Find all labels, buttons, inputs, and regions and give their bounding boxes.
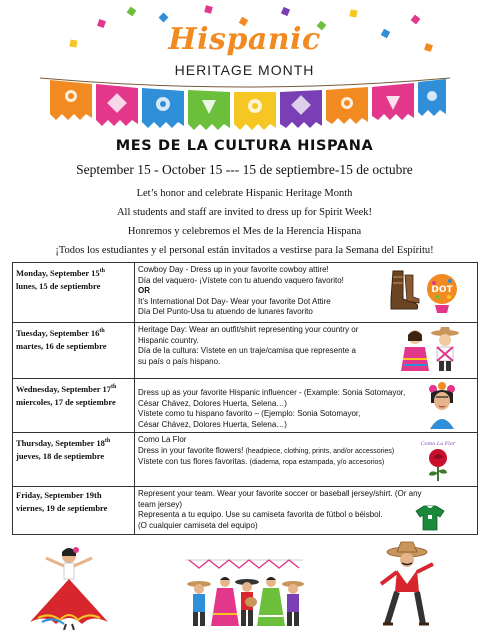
day-spanish: viernes, 19 de septiembre (16, 503, 108, 513)
activity-line (138, 457, 474, 469)
day-spanish: lunes, 15 de septiembre (16, 280, 101, 291)
activity-line: César Chávez, Dolores Huerta, Selena…) (138, 419, 287, 429)
activity-note: (diadema, ropa estampada, y/o accesorios) (249, 459, 385, 466)
activity-line: Como La Flor (138, 435, 187, 444)
activity-line: Dress up as your favorite Hispanic influencer - (Example: Sonia Sotomayor, (138, 388, 406, 397)
day-suffix: th (111, 384, 117, 390)
day-suffix: th (104, 438, 111, 444)
rose-icon (425, 447, 451, 483)
day-spanish: martes, 16 de septiembre (16, 340, 107, 351)
mariachi-band-icon (181, 556, 307, 630)
flag-blue-2 (418, 79, 446, 116)
flag-pink (96, 84, 138, 126)
frida-portrait-icon (425, 381, 459, 429)
day-cell (13, 379, 135, 433)
activity-line: Heritage Day: Wear an outfit/shirt representing your country or (138, 325, 359, 334)
date-range: September 15 - October 15 --- 15 de septiembre-15 de octubre (76, 162, 413, 177)
day-suffix: th (99, 268, 106, 274)
flag-yellow (234, 92, 276, 130)
dancing-man-icon (371, 540, 443, 630)
papel-picado-flags (0, 0, 489, 132)
activity-line: Día Del Punto-Usa tu atuendo de lunares favorito (138, 307, 313, 316)
intro-line-1: Let’s honor and celebrate Hispanic Heritage Month (136, 188, 353, 199)
activity-cell (135, 433, 478, 487)
activity-note: (headpiece, clothing, prints, and/or accessories) (245, 447, 395, 455)
page-title: MES DE LA CULTURA HISPANA (115, 138, 374, 154)
flag-green (188, 90, 230, 130)
banner-title: Hispanic (168, 22, 321, 57)
banner-subtitle: HERITAGE MONTH (174, 62, 315, 78)
flag-orange-2 (326, 87, 368, 124)
activity-cell (135, 379, 478, 433)
day-cell (13, 323, 135, 379)
activity-cell (135, 487, 478, 535)
flag-blue (142, 88, 184, 128)
flag-purple (280, 90, 322, 128)
activity-line: Vístete como tu hispano favorito – (Ejemplo: Sonia Sotomayor, (138, 409, 361, 418)
activity-line: It’s International Dot Day- Wear your favorite Dot Attire (138, 296, 331, 306)
day-english: Thursday, September 18 (16, 437, 105, 448)
flag-orange (50, 80, 92, 120)
day-suffix: th (99, 328, 105, 334)
art-caption: Como La Flor (420, 441, 456, 447)
day-english: Tuesday, September 16 (16, 327, 100, 338)
activity-or: OR (138, 286, 150, 295)
activity-line: Día del vaquero- ¡Vístete con tu atuendo vaquero favorito! (138, 275, 344, 285)
intro-line-3: Honremos y celebremos el Mes de la Herencia Hispana (127, 226, 362, 237)
intro-line-4: ¡Todos los estudiantes y el personal están invitados a vestirse para la Semana del Espíritu! (55, 245, 434, 256)
day-cell (13, 263, 135, 323)
soccer-jersey-icon (415, 505, 445, 531)
day-english: Wednesday, September 17 (16, 383, 112, 394)
day-english: Friday, September 19th (16, 490, 102, 500)
activity-line: Hispanic country. (138, 335, 199, 345)
day-cell (13, 433, 135, 487)
activity-line: Día de la cultura: Vístete en un traje/camisa que represente a (138, 346, 356, 355)
activity-line: Represent your team. Wear your favorite soccer or baseball jersey/shirt. (Or any (138, 489, 422, 498)
table-row-wednesday (13, 379, 478, 433)
day-spanish: jueves, 18 de septiembre (16, 450, 105, 461)
intro-line-2: All students and staff are invited to dress up for Spirit Week! (116, 207, 373, 218)
table-row-tuesday (13, 323, 478, 379)
spirit-week-table (12, 262, 478, 535)
table-row-friday (13, 487, 478, 535)
activity-cell (135, 323, 478, 379)
activity-cell (135, 263, 478, 323)
activity-text: Vístete con tus flores favoritas. (138, 457, 250, 466)
day-english: Monday, September 15 (16, 267, 100, 278)
activity-text: Dress in your favorite flowers! (138, 445, 246, 455)
table-row-thursday (13, 433, 478, 487)
activity-line: Representa a tu equipo. Use su camiseta favorita de fútbol o béisbol. (138, 510, 383, 519)
dot-day-icon (425, 267, 459, 315)
banner (0, 0, 489, 132)
day-spanish: miercoles, 17 de septiembre (16, 396, 116, 407)
day-cell (13, 487, 135, 535)
activity-line: (O cualquier camiseta del equipo) (138, 520, 258, 530)
activity-line: César Chávez, Dolores Huerta, Selena…) (138, 398, 287, 408)
flag-pink-2 (372, 83, 414, 120)
cowboy-boots-icon (387, 269, 421, 315)
activity-line: Cowboy Day - Dress up in your favorite cowboy attire! (138, 265, 329, 274)
svg-text:DOT: DOT (431, 285, 453, 295)
kids-traditional-dress-icon (397, 325, 463, 375)
activity-line: su país o país hispano. (138, 356, 221, 366)
table-row-monday (13, 263, 478, 323)
folklorico-dancer-icon (26, 544, 112, 630)
activity-line: team jersey) (138, 499, 183, 509)
